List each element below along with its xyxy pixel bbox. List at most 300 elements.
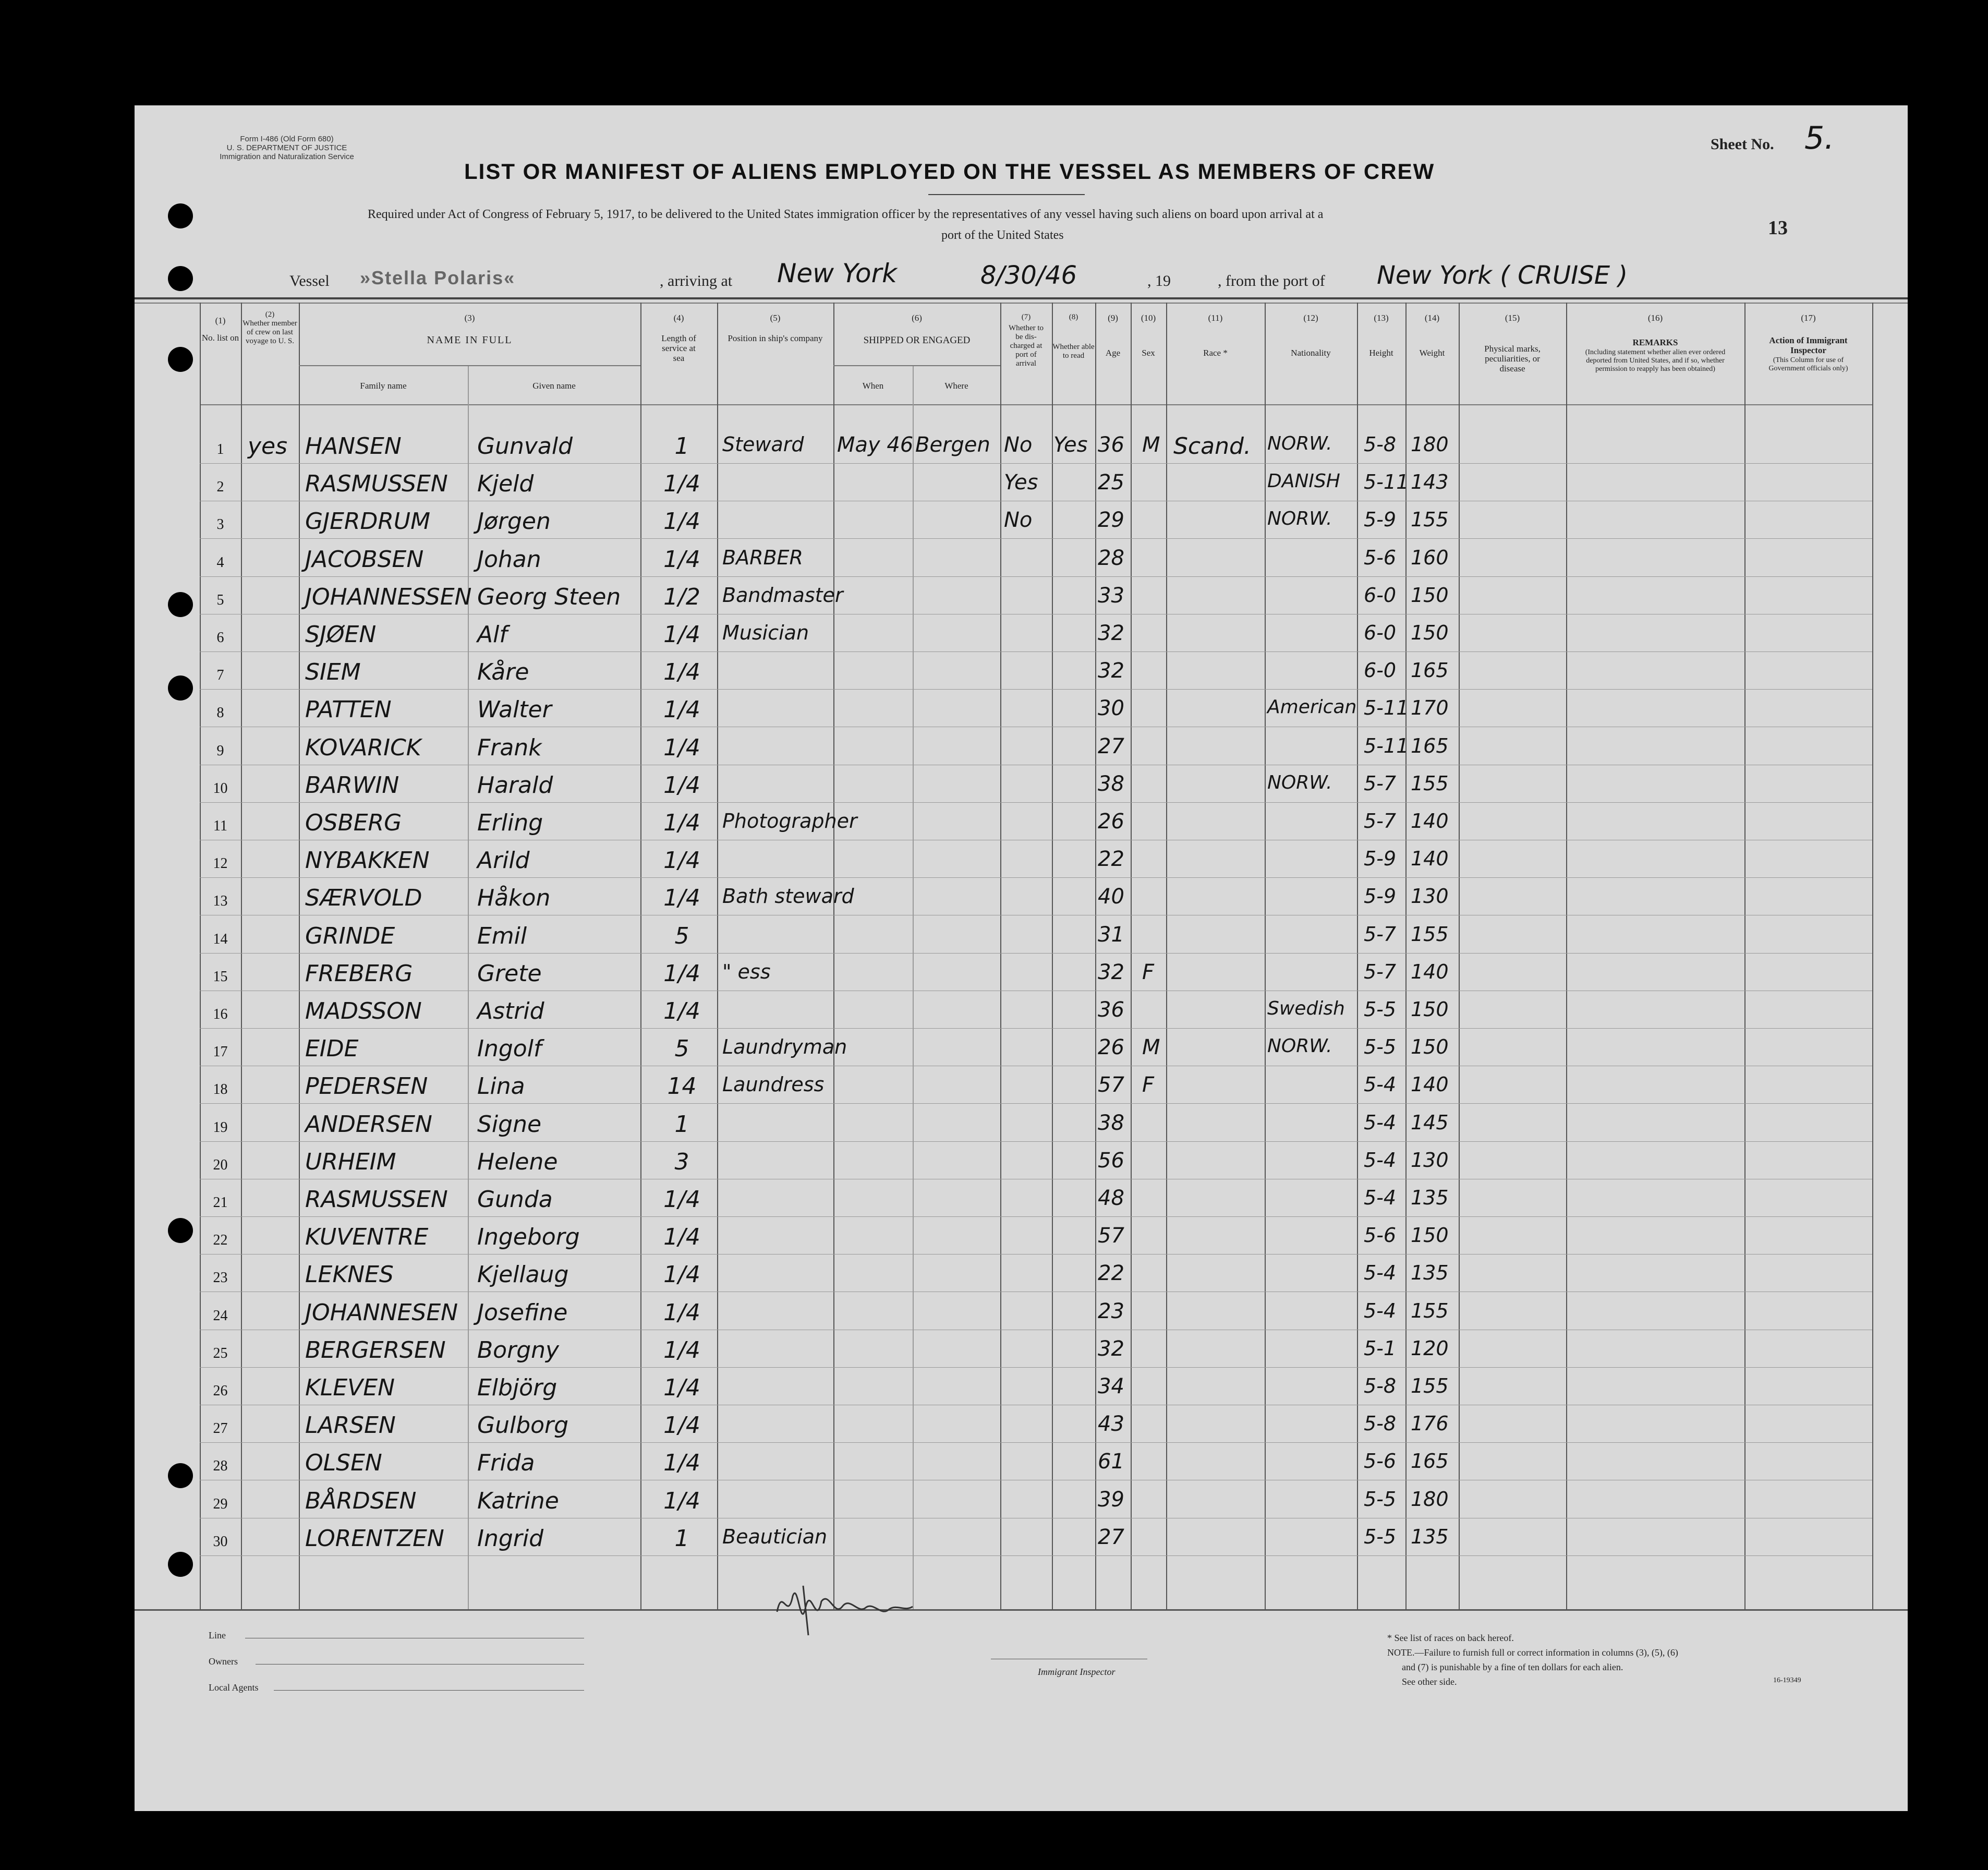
col-label: Height	[1369, 348, 1393, 358]
cell-family: OSBERG	[305, 810, 402, 836]
from-label: , from the port of	[1218, 272, 1325, 289]
row-rule	[200, 689, 1872, 690]
cell-position: Musician	[722, 621, 809, 644]
row-rule	[200, 1028, 1872, 1029]
cell-no: 13	[213, 893, 228, 910]
cell-service: 1	[674, 1525, 689, 1552]
cell-age: 26	[1098, 810, 1124, 834]
cell-family: PEDERSEN	[305, 1073, 428, 1100]
column-divider	[241, 303, 242, 1609]
cell-position: Laundryman	[722, 1035, 847, 1059]
cell-given: Jørgen	[477, 508, 551, 535]
column-divider	[200, 303, 201, 1609]
column-divider	[1566, 303, 1567, 1609]
cell-weight: 140	[1411, 1073, 1449, 1096]
agents-rule	[274, 1690, 584, 1691]
departure-port: New York ( CRUISE )	[1377, 261, 1628, 290]
col-header-4	[640, 313, 717, 363]
cell-no: 14	[213, 931, 228, 947]
cell-given: Helene	[477, 1148, 558, 1175]
header-bottom-rule	[200, 404, 1872, 405]
cell-given: Astrid	[477, 998, 544, 1024]
col-header-11	[1166, 313, 1265, 358]
cell-service: 1/4	[663, 1186, 700, 1213]
cell-age: 32	[1098, 621, 1124, 645]
col-number: (11)	[1208, 313, 1223, 323]
col-number: (7)	[1021, 313, 1031, 321]
cell-no: 30	[213, 1533, 228, 1550]
cell-height: 5-9	[1364, 847, 1397, 871]
cell-service: 1/4	[663, 1224, 700, 1251]
column-divider	[1095, 303, 1096, 1609]
cell-weight: 130	[1411, 1148, 1449, 1172]
cell-nationality: DANISH	[1267, 470, 1340, 492]
cell-nationality: Swedish	[1267, 998, 1345, 1019]
cell-nationality: NORW.	[1267, 508, 1332, 530]
col-header-9	[1095, 313, 1131, 358]
cell-no: 15	[213, 968, 228, 985]
page-number: 13	[1768, 217, 1788, 239]
cell-family: RASMUSSEN	[305, 470, 448, 498]
cell-service: 1/4	[663, 470, 700, 498]
col-number: (12)	[1303, 313, 1318, 323]
cell-height: 5-4	[1364, 1261, 1397, 1285]
col-number: (15)	[1505, 313, 1520, 323]
cell-weight: 165	[1411, 734, 1449, 757]
cell-given: Harald	[477, 771, 553, 799]
cell-family: KLEVEN	[305, 1374, 395, 1401]
cell-family: BÅRDSEN	[305, 1487, 417, 1514]
cell-weight: 145	[1411, 1111, 1449, 1134]
col-label: Length of service at sea	[661, 333, 696, 363]
note-other-side: See other side.	[1402, 1676, 1457, 1687]
col-header-14	[1405, 313, 1459, 358]
title-rule	[928, 194, 1085, 195]
column-divider	[1166, 303, 1167, 1609]
cell-prev: yes	[248, 433, 288, 460]
cell-age: 39	[1098, 1487, 1124, 1512]
cell-age: 38	[1098, 1111, 1124, 1135]
col-header-10	[1131, 313, 1166, 358]
cell-age: 25	[1098, 470, 1124, 495]
cell-height: 5-9	[1364, 508, 1397, 532]
cell-weight: 160	[1411, 546, 1449, 569]
column-divider	[1744, 303, 1745, 1609]
col-header-7	[1000, 313, 1052, 368]
cell-weight: 180	[1411, 1487, 1449, 1511]
inspector-label: Immigrant Inspector	[1038, 1667, 1116, 1677]
cell-age: 32	[1098, 960, 1124, 984]
cell-position: " ess	[722, 960, 771, 983]
cell-age: 38	[1098, 771, 1124, 796]
col-label: Action of Immigrant Inspector	[1769, 335, 1848, 355]
cell-no: 7	[216, 667, 224, 684]
column-divider	[1459, 303, 1460, 1609]
cell-height: 5-8	[1364, 1374, 1397, 1397]
cell-height: 6-0	[1364, 659, 1397, 682]
cell-service: 1/4	[663, 1412, 700, 1439]
cell-sex: M	[1142, 433, 1160, 457]
cell-discharged: Yes	[1004, 470, 1038, 495]
row-rule	[200, 877, 1872, 878]
cell-weight: 140	[1411, 847, 1449, 871]
col-header-6b: Where	[944, 381, 968, 391]
agents-label: Local Agents	[209, 1682, 259, 1693]
cell-service: 5	[674, 922, 689, 949]
cell-age: 56	[1098, 1148, 1124, 1173]
binder-hole	[168, 1218, 193, 1243]
cell-given: Ingolf	[477, 1035, 542, 1063]
column-divider	[1872, 303, 1873, 1609]
col-header-15	[1459, 313, 1566, 373]
row-rule	[200, 463, 1872, 464]
column-divider	[1000, 303, 1001, 1609]
cell-given: Håkon	[477, 885, 551, 912]
cell-given: Arild	[477, 847, 530, 874]
cell-no: 22	[213, 1232, 228, 1249]
note-penalty-1: NOTE.—Failure to furnish full or correct information in columns (3), (5), (6)	[1387, 1647, 1678, 1658]
cell-given: Ingeborg	[477, 1224, 580, 1251]
cell-no: 4	[216, 554, 224, 571]
cell-sex: F	[1142, 960, 1155, 984]
cell-age: 32	[1098, 1336, 1124, 1361]
cell-service: 1/4	[663, 998, 700, 1024]
cell-nationality: American	[1267, 696, 1357, 718]
col-number: (5)	[770, 313, 781, 323]
cell-height: 5-11	[1364, 696, 1409, 720]
cell-given: Josefine	[477, 1299, 568, 1326]
col-header-5	[717, 313, 833, 343]
column-divider	[717, 303, 718, 1609]
cell-age: 31	[1098, 922, 1124, 947]
col-header-2	[241, 310, 299, 346]
cell-no: 12	[213, 855, 228, 872]
row-rule	[200, 1216, 1872, 1217]
cell-age: 36	[1098, 998, 1124, 1022]
cell-age: 34	[1098, 1374, 1124, 1398]
col-label: Physical marks, peculiarities, or disease	[1484, 344, 1541, 373]
cell-family: SIEM	[305, 659, 361, 686]
cell-family: URHEIM	[305, 1148, 396, 1175]
cell-service: 1/4	[663, 885, 700, 912]
cell-given: Katrine	[477, 1487, 559, 1514]
cell-age: 23	[1098, 1299, 1124, 1323]
binder-hole	[168, 203, 193, 228]
cell-age: 27	[1098, 1525, 1124, 1549]
binder-hole	[168, 1552, 193, 1577]
cell-nationality: NORW.	[1267, 1035, 1332, 1057]
col-label: Weight	[1419, 348, 1445, 358]
inspector-signature	[772, 1575, 928, 1643]
cell-age: 30	[1098, 696, 1124, 721]
col-header-8	[1052, 313, 1095, 360]
cell-no: 26	[213, 1383, 228, 1399]
cell-height: 5-9	[1364, 885, 1397, 908]
cell-service: 1/4	[663, 1487, 700, 1514]
cell-given: Kjeld	[477, 470, 534, 498]
binder-hole	[168, 592, 193, 617]
form-number: Form I-486 (Old Form 680)	[240, 135, 334, 143]
vessel-name: »Stella Polaris«	[360, 267, 516, 288]
note-races: * See list of races on back hereof.	[1387, 1633, 1514, 1643]
cell-no: 28	[213, 1458, 228, 1475]
cell-nationality: NORW.	[1267, 433, 1332, 454]
cell-height: 5-6	[1364, 546, 1397, 569]
cell-no: 18	[213, 1081, 228, 1098]
cell-service: 1/4	[663, 1336, 700, 1364]
cell-age: 57	[1098, 1073, 1124, 1097]
cell-weight: 150	[1411, 998, 1449, 1021]
cell-family: PATTEN	[305, 696, 392, 723]
binder-hole	[168, 675, 193, 701]
column-divider	[1405, 303, 1407, 1609]
cell-height: 5-4	[1364, 1299, 1397, 1322]
row-rule	[200, 538, 1872, 539]
cell-weight: 176	[1411, 1412, 1449, 1435]
cell-height: 5-7	[1364, 810, 1397, 833]
cell-race: Scand.	[1173, 433, 1251, 460]
cell-given: Ingrid	[477, 1525, 544, 1552]
cell-family: JOHANNESEN	[305, 1299, 458, 1326]
cell-no: 5	[216, 592, 224, 608]
cell-no: 24	[213, 1307, 228, 1324]
binder-hole	[168, 1463, 193, 1488]
table-bottom-rule	[135, 1609, 1908, 1611]
row-rule	[200, 1555, 1872, 1556]
column-divider	[1052, 303, 1053, 1609]
column-divider	[640, 303, 641, 1609]
cell-height: 5-5	[1364, 998, 1397, 1021]
cell-weight: 150	[1411, 583, 1449, 607]
cell-position: BARBER	[722, 546, 803, 569]
cell-family: JOHANNESSEN	[305, 583, 472, 610]
cell-service: 1	[674, 433, 689, 460]
cell-weight: 155	[1411, 922, 1449, 946]
cell-weight: 155	[1411, 1299, 1449, 1322]
column-divider	[468, 365, 469, 1609]
cell-family: LEKNES	[305, 1261, 394, 1288]
cell-family: RASMUSSEN	[305, 1186, 448, 1213]
column-divider	[1357, 303, 1358, 1609]
cell-age: 22	[1098, 847, 1124, 872]
cell-given: Grete	[477, 960, 542, 987]
col-number: (16)	[1647, 313, 1663, 323]
cell-sex: F	[1142, 1073, 1155, 1097]
row-rule	[200, 576, 1872, 577]
cell-height: 5-8	[1364, 433, 1397, 456]
cell-weight: 150	[1411, 1224, 1449, 1247]
cell-family: BARWIN	[305, 771, 399, 799]
cell-no: 29	[213, 1495, 228, 1512]
cell-given: Georg Steen	[477, 583, 621, 610]
cell-height: 5-4	[1364, 1111, 1397, 1134]
col-header-12	[1265, 313, 1357, 358]
cell-family: LARSEN	[305, 1412, 396, 1439]
cell-weight: 120	[1411, 1336, 1449, 1360]
row-rule	[200, 953, 1872, 954]
cell-family: BERGERSEN	[305, 1336, 446, 1364]
row-rule	[200, 1367, 1872, 1368]
cell-family: NYBAKKEN	[305, 847, 430, 874]
arriving-label: , arriving at	[660, 272, 733, 289]
cell-weight: 140	[1411, 960, 1449, 983]
cell-family: SÆRVOLD	[305, 885, 422, 912]
col-label: Whether to be dis-charged at port of arrival	[1008, 324, 1044, 368]
cell-read: Yes	[1053, 433, 1088, 457]
cell-age: 28	[1098, 546, 1124, 570]
col-header-3b: Given name	[532, 381, 576, 391]
cell-family: ANDERSEN	[305, 1111, 432, 1138]
cell-position: Laundress	[722, 1073, 825, 1096]
cell-discharged: No	[1004, 508, 1033, 533]
cell-given: Kjellaug	[477, 1261, 569, 1288]
cell-position: Beautician	[722, 1525, 828, 1548]
cell-given: Frida	[477, 1450, 535, 1477]
cell-height: 5-5	[1364, 1035, 1397, 1059]
cell-service: 1/2	[663, 583, 700, 610]
cell-given: Gulborg	[477, 1412, 569, 1439]
cell-given: Gunvald	[477, 433, 573, 460]
cell-family: SJØEN	[305, 621, 377, 648]
cell-weight: 135	[1411, 1186, 1449, 1209]
cell-family: MADSSON	[305, 998, 422, 1024]
table-top-rule	[135, 297, 1908, 299]
col-label: No. list on	[201, 333, 239, 343]
cell-family: GRINDE	[305, 922, 395, 949]
cell-where: Bergen	[915, 433, 990, 457]
cell-given: Walter	[477, 696, 552, 723]
cell-family: OLSEN	[305, 1450, 382, 1477]
cell-no: 1	[216, 441, 224, 457]
cell-no: 6	[216, 630, 224, 646]
cell-weight: 165	[1411, 659, 1449, 682]
cell-age: 33	[1098, 583, 1124, 608]
cell-service: 1/4	[663, 696, 700, 723]
sheet-number: 5.	[1804, 120, 1835, 156]
name-header-rule	[299, 365, 640, 366]
cell-weight: 165	[1411, 1450, 1449, 1473]
cell-family: KOVARICK	[305, 734, 421, 761]
cell-service: 1/4	[663, 810, 700, 836]
cell-family: KUVENTRE	[305, 1224, 429, 1251]
year-label: , 19	[1147, 272, 1171, 289]
service-name: Immigration and Naturalization Service	[220, 152, 354, 161]
cell-height: 5-6	[1364, 1224, 1397, 1247]
owners-label: Owners	[209, 1656, 238, 1667]
cell-height: 5-7	[1364, 922, 1397, 946]
col-number: (1)	[215, 316, 226, 325]
cell-service: 5	[674, 1035, 689, 1063]
cell-age: 57	[1098, 1224, 1124, 1248]
subtitle-line-1: Required under Act of Congress of February 5, 1917, to be delivered to the United States immigration officer by the representatives of any vessel having such aliens on board upon arrival at a	[368, 208, 1324, 221]
cell-weight: 150	[1411, 621, 1449, 644]
column-divider	[299, 303, 300, 1609]
cell-discharged: No	[1004, 433, 1033, 457]
cell-no: 3	[216, 516, 224, 533]
cell-no: 10	[213, 780, 228, 797]
cell-no: 8	[216, 705, 224, 721]
col-label: SHIPPED OR ENGAGED	[863, 335, 971, 346]
cell-service: 14	[667, 1073, 697, 1100]
cell-height: 5-5	[1364, 1487, 1397, 1511]
cell-position: Bath steward	[722, 885, 854, 908]
arriving-port: New York	[777, 258, 898, 288]
cell-sex: M	[1142, 1035, 1160, 1060]
column-divider	[833, 303, 834, 1609]
cell-family: HANSEN	[305, 433, 402, 460]
cell-given: Kåre	[477, 659, 529, 686]
binder-hole	[168, 347, 193, 372]
shipped-header-rule	[833, 365, 1000, 366]
cell-no: 25	[213, 1345, 228, 1361]
col-label: NAME IN FULL	[427, 334, 513, 346]
form-identifier	[193, 135, 381, 161]
row-rule	[200, 1442, 1872, 1443]
col-header-6	[833, 313, 1000, 345]
col-number: (14)	[1424, 313, 1440, 323]
cell-service: 1/4	[663, 508, 700, 535]
cell-given: Lina	[477, 1073, 525, 1100]
col-label: Whether able to read	[1052, 343, 1095, 360]
col-header-16	[1566, 313, 1744, 373]
cell-height: 5-11	[1364, 470, 1409, 494]
cell-given: Emil	[477, 922, 527, 949]
cell-age: 27	[1098, 734, 1124, 758]
note-penalty-2: and (7) is punishable by a fine of ten dollars for each alien.	[1402, 1662, 1623, 1672]
col-label: Nationality	[1291, 348, 1331, 358]
cell-given: Frank	[477, 734, 542, 761]
cell-age: 26	[1098, 1035, 1124, 1060]
cell-service: 1/4	[663, 621, 700, 648]
cell-weight: 155	[1411, 1374, 1449, 1397]
row-rule	[200, 1141, 1872, 1142]
cell-age: 32	[1098, 659, 1124, 683]
cell-height: 5-1	[1364, 1336, 1397, 1360]
cell-service: 1/4	[663, 1450, 700, 1477]
page-title: LIST OR MANIFEST OF ALIENS EMPLOYED ON THE VESSEL AS MEMBERS OF CREW	[464, 159, 1435, 184]
column-divider	[913, 365, 914, 1609]
cell-weight: 140	[1411, 810, 1449, 833]
row-rule	[200, 1103, 1872, 1104]
arrival-date: 8/30/46	[980, 261, 1077, 290]
col-number: (9)	[1108, 313, 1118, 323]
cell-age: 43	[1098, 1412, 1124, 1437]
cell-given: Borgny	[477, 1336, 560, 1364]
cell-age: 61	[1098, 1450, 1124, 1474]
subtitle-line-2: port of the United States	[941, 228, 1064, 242]
col-header-1	[200, 316, 241, 343]
cell-no: 2	[216, 479, 224, 496]
cell-service: 3	[674, 1148, 689, 1175]
cell-service: 1/4	[663, 546, 700, 573]
cell-weight: 180	[1411, 433, 1449, 456]
cell-no: 11	[213, 818, 227, 834]
cell-weight: 170	[1411, 696, 1449, 720]
col-sublabel: (Including statement whether alien ever ordered deported from United States, and if so, whether permission to reapply has been obtained)	[1585, 348, 1726, 373]
cell-weight: 135	[1411, 1525, 1449, 1548]
col-header-3	[299, 313, 640, 345]
cell-height: 5-11	[1364, 734, 1409, 757]
cell-no: 9	[216, 742, 224, 759]
col-header-13	[1357, 313, 1405, 358]
cell-age: 40	[1098, 885, 1124, 909]
sheet-label: Sheet No.	[1711, 136, 1774, 153]
cell-height: 6-0	[1364, 621, 1397, 644]
col-label: Race *	[1203, 348, 1228, 358]
cell-given: Gunda	[477, 1186, 553, 1213]
table-top-rule-2	[135, 303, 1908, 304]
cell-weight: 135	[1411, 1261, 1449, 1285]
